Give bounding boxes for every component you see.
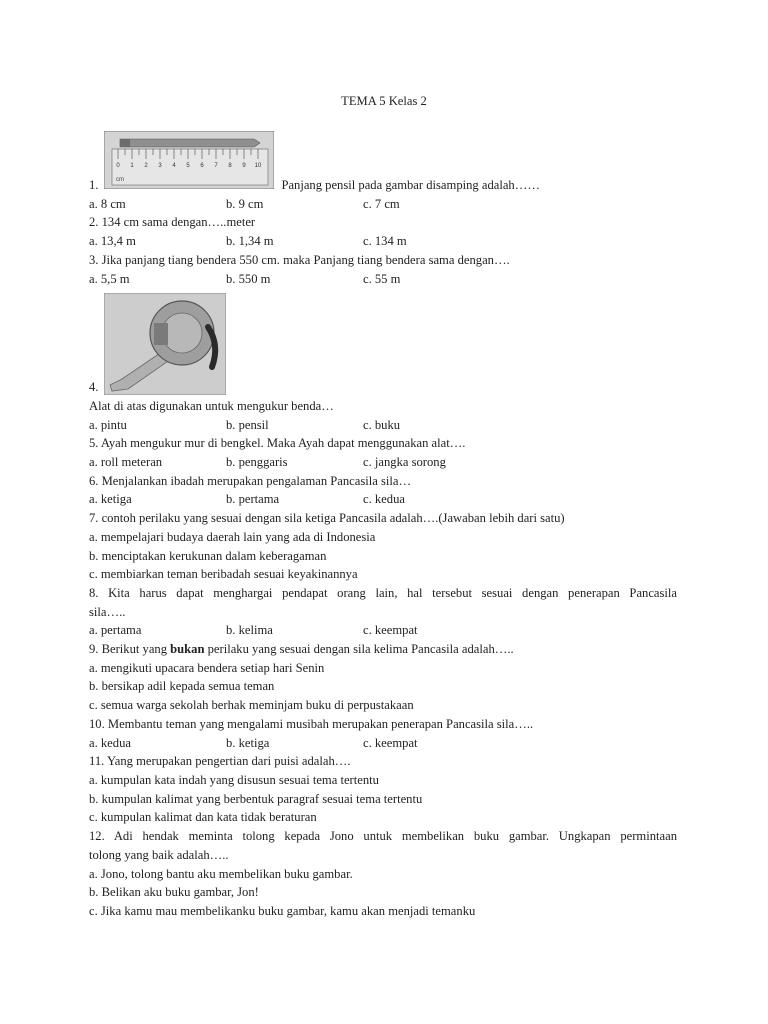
question-11-option-c: c. kumpulan kalimat dan kata tidak beraturan [89,810,317,825]
option-c: c. 55 m [363,271,401,286]
question-1-number: 1. [89,178,99,192]
ruler-tick-label: 3 [158,163,162,169]
question-9 [89,640,677,659]
option-b: b. kelima [226,623,273,638]
option-b: b. 1,34 m [226,234,274,249]
question-4-options [89,416,677,435]
option-c: c. 134 m [363,234,407,249]
option-a: a. ketiga [89,492,132,507]
question-9-option-a: a. mengikuti upacara bendera setiap hari Senin [89,660,325,675]
ruler-tick-label: 2 [144,163,148,169]
option-b: b. ketiga [226,735,270,750]
pencil-shape [120,139,260,147]
ruler-tick-label: 0 [116,163,120,169]
question-2: 2. 134 cm sama dengan…..meter [89,215,256,230]
question-list [89,176,677,921]
option-a: a. 13,4 m [89,234,136,249]
question-11-option-a: a. kumpulan kata indah yang disusun sesuai tema tertentu [89,772,379,787]
question-7-option-b: b. menciptakan kerukunan dalam keberagaman [89,548,327,563]
question-4: Alat di atas digunakan untuk mengukur benda… [89,398,334,413]
question-4-number: 4. [89,380,99,395]
question-8-line-1: 8. Kita harus dapat menghargai pendapat orang lain, hal tersebut sesuai dengan penerapan Pancasila [89,585,677,600]
ruler-tick-label: 9 [242,163,246,169]
question-9-bold-word: bukan [170,642,205,657]
option-c: c. 7 cm [363,196,400,211]
option-b: b. 9 cm [226,196,264,211]
option-a: a. 5,5 m [89,271,130,286]
question-12-option-c: c. Jika kamu mau membelikanku buku gambar, kamu akan menjadi temanku [89,903,476,918]
option-a: a. pertama [89,623,142,638]
pencil-eraser [120,139,130,147]
question-6: 6. Menjalankan ibadah merupakan pengalaman Pancasila sila… [89,473,412,488]
option-c: c. kedua [363,492,405,507]
ruler-tick-label: 6 [200,163,204,169]
question-10-options [89,734,677,753]
question-12-line-1: 12. Adi hendak meminta tolong kepada Jono untuk membelikan buku gambar. Ungkapan permintaan [89,829,677,844]
question-7-option-c: c. membiarkan teman beribadah sesuai keyakinannya [89,567,358,582]
question-7: 7. contoh perilaku yang sesuai dengan sila ketiga Pancasila adalah….(Jawaban lebih dari satu) [89,511,565,526]
question-12-option-b: b. Belikan aku buku gambar, Jon! [89,885,259,900]
ruler-tick-label: 1 [130,163,134,169]
ruler-tick-label: 10 [254,163,262,169]
option-a: a. pintu [89,417,127,432]
question-7-option-a: a. mempelajari budaya daerah lain yang ada di Indonesia [89,529,376,544]
ruler-tick-label: 4 [172,163,176,169]
option-c: c. jangka sorong [363,455,446,470]
option-c: c. keempat [363,623,418,638]
ruler-tick-label: 7 [214,163,218,169]
option-b: b. 550 m [226,271,271,286]
question-9-text-post: perilaku yang sesuai dengan sila kelima Pancasila adalah….. [204,642,514,657]
question-5: 5. Ayah mengukur mur di bengkel. Maka Ayah dapat menggunakan alat…. [89,436,466,451]
question-3-options [89,270,677,289]
option-a: a. kedua [89,735,131,750]
question-9-text-pre: 9. Berikut yang [89,642,171,657]
option-c: c. buku [363,417,401,432]
question-2-options [89,232,677,251]
question-8-line-2: sila….. [89,604,126,619]
question-11-option-b: b. kumpulan kalimat yang berbentuk paragraf sesuai tema tertentu [89,791,423,806]
ruler-tick-label: 5 [186,163,190,169]
option-a: a. roll meteran [89,455,163,470]
question-12-option-a: a. Jono, tolong bantu aku membelikan buku gambar. [89,866,353,881]
question-1-options [89,195,677,214]
question-11: 11. Yang merupakan pengertian dari puisi adalah…. [89,754,351,769]
question-9-option-b: b. bersikap adil kepada semua teman [89,679,275,694]
ruler-tick-label: 8 [228,163,232,169]
question-12-line-2: tolong yang baik adalah….. [89,847,229,862]
question-8-options [89,621,677,640]
question-9-option-c: c. semua warga sekolah berhak meminjam buku di perpustakaan [89,698,414,713]
option-a: a. 8 cm [89,196,126,211]
option-b: b. pensil [226,417,269,432]
option-c: c. keempat [363,735,418,750]
question-10: 10. Membantu teman yang mengalami musibah merupakan penerapan Pancasila sila….. [89,716,534,731]
question-6-options [89,490,677,509]
option-b: b. penggaris [226,455,288,470]
question-1-text: Panjang pensil pada gambar disamping adalah…… [281,178,540,192]
question-1 [89,176,677,195]
page-title: TEMA 5 Kelas 2 [341,94,427,108]
question-3: 3. Jika panjang tiang bendera 550 cm. maka Panjang tiang bendera sama dengan…. [89,252,510,267]
ruler-unit-label: cm [116,177,124,183]
question-5-options [89,453,677,472]
option-b: b. pertama [226,492,280,507]
